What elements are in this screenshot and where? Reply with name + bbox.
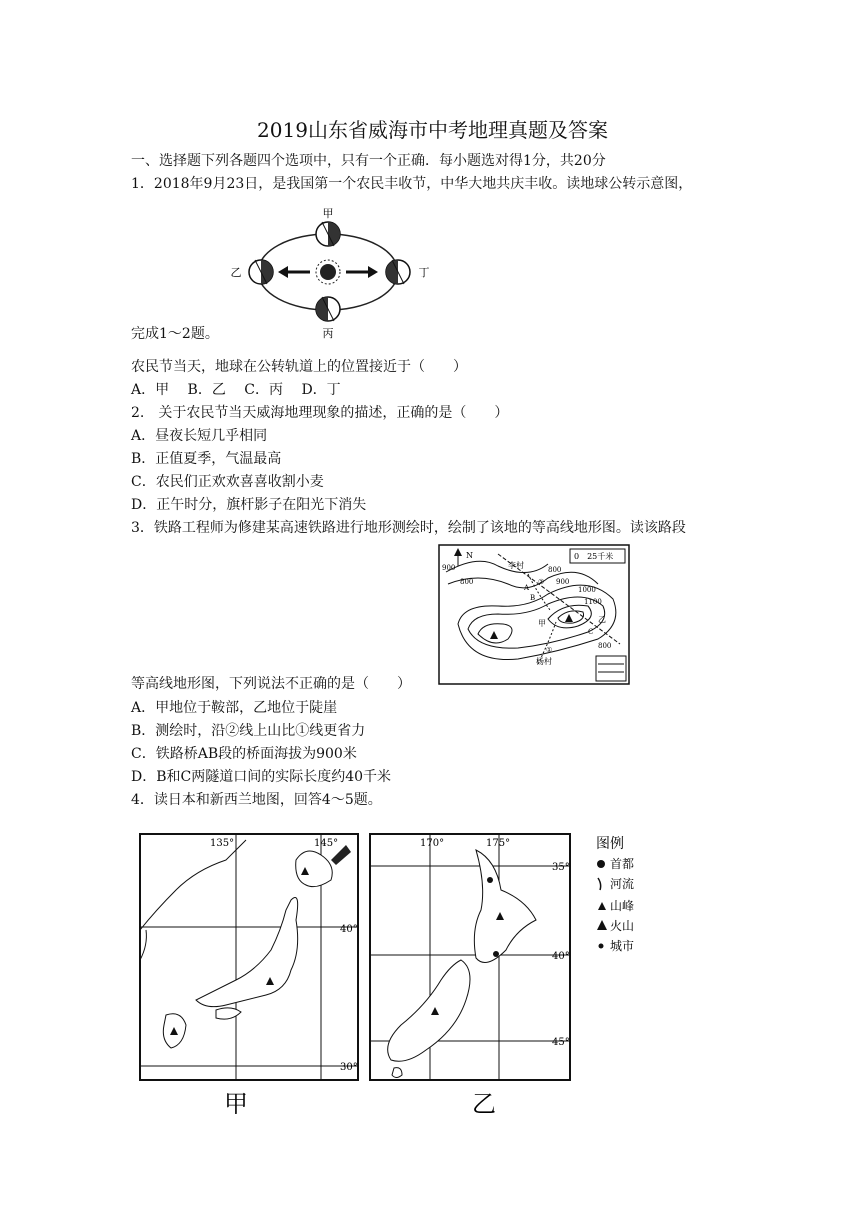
earth-left bbox=[249, 260, 273, 284]
contour-label: 800 bbox=[598, 642, 612, 650]
city-icon bbox=[487, 877, 493, 883]
north-label: N bbox=[466, 551, 473, 560]
japan-map bbox=[136, 830, 362, 1114]
q3-tail: 等高线地形图，下列说法不正确的是（ ） bbox=[131, 676, 411, 692]
route-2-label: ② bbox=[538, 578, 545, 586]
lon-170: 170° bbox=[420, 838, 445, 849]
label-jia: 甲 bbox=[322, 207, 334, 220]
q2-option-b: B．正值夏季，气温最高 bbox=[131, 451, 282, 467]
lat-35: 35° bbox=[552, 862, 570, 873]
label-ding: 丁 bbox=[418, 266, 430, 279]
volcano-icon bbox=[597, 920, 607, 930]
q2-option-d: D．正午时分，旗杆影子在阳光下消失 bbox=[131, 497, 367, 513]
q3-option-c: C．铁路桥AB段的桥面海拔为900米 bbox=[131, 746, 357, 762]
q1-tail: 完成1～2题。 bbox=[131, 326, 219, 342]
earth-bottom bbox=[316, 297, 340, 321]
contour-label: 800 bbox=[460, 578, 474, 586]
legend-peak: 山峰 bbox=[610, 899, 635, 913]
lat-45: 45° bbox=[552, 1037, 570, 1048]
point-c: C bbox=[588, 628, 594, 636]
contour-label: 900 bbox=[442, 564, 456, 572]
sun-icon bbox=[316, 260, 340, 284]
map-caption-yi: 乙 bbox=[472, 1090, 496, 1114]
legend-capital: 首都 bbox=[610, 857, 635, 871]
earth-right bbox=[386, 260, 410, 284]
point-a: A bbox=[524, 584, 530, 592]
route-1-label: ① bbox=[546, 646, 553, 654]
lon-175: 175° bbox=[486, 838, 511, 849]
river-icon bbox=[598, 878, 601, 890]
point-b: B bbox=[530, 594, 536, 602]
q2-stem: 2. 关于农民节当天威海地理现象的描述，正确的是（ ） bbox=[131, 405, 509, 421]
q2-option-a: A．昼夜长短几乎相同 bbox=[131, 428, 268, 444]
page-title: 2019山东省威海市中考地理真题及答案 bbox=[257, 118, 608, 142]
contour-label: 800 bbox=[548, 566, 562, 574]
contour-label: 1100 bbox=[584, 598, 602, 606]
map-legend bbox=[596, 834, 676, 954]
new-zealand-map bbox=[366, 830, 592, 1114]
map-caption-jia: 甲 bbox=[224, 1090, 248, 1114]
q4-stem: 4．读日本和新西兰地图，回答4～5题。 bbox=[131, 792, 382, 808]
label-jia: 甲 bbox=[538, 619, 546, 628]
capital-icon bbox=[493, 951, 499, 957]
legend-river: 河流 bbox=[610, 877, 635, 891]
q1-stem: 1．2018年9月23日，是我国第一个农民丰收节，中华大地共庆丰收。读地球公转示意图， bbox=[131, 176, 693, 192]
label-bing: 丙 bbox=[322, 327, 334, 340]
peak-icon bbox=[598, 902, 606, 910]
label-yi: 乙 bbox=[230, 266, 242, 279]
legend-title: 图例 bbox=[596, 836, 624, 852]
contour-label: 1000 bbox=[578, 586, 596, 594]
q1-question: 农民节当天，地球在公转轨道上的位置接近于（ ） bbox=[131, 359, 467, 375]
q3-option-d: D．B和C两隧道口间的实际长度约40千米 bbox=[131, 769, 392, 785]
lon-135: 135° bbox=[210, 838, 235, 849]
q1-options: A．甲 B．乙 C．丙 D．丁 bbox=[131, 382, 341, 398]
village-yang: 杨村 bbox=[536, 657, 552, 666]
contour-label: 900 bbox=[556, 578, 570, 586]
earth-top bbox=[316, 222, 340, 246]
lat-30: 30° bbox=[340, 1062, 358, 1073]
stewart-island bbox=[392, 1068, 402, 1078]
q3-stem: 3．铁路工程师为修建某高速铁路进行地形测绘时，绘制了该地的等高线地形图。读该路段 bbox=[131, 520, 686, 536]
legend-city: 城市 bbox=[610, 939, 635, 953]
legend-volcano: 火山 bbox=[610, 919, 635, 933]
village-li: 李村 bbox=[508, 561, 524, 570]
earth-orbit-diagram bbox=[228, 205, 443, 340]
capital-icon bbox=[597, 860, 605, 868]
lat-40: 40° bbox=[552, 951, 570, 962]
contour-map bbox=[438, 544, 630, 685]
q2-option-c: C．农民们正欢欢喜喜收割小麦 bbox=[131, 474, 324, 490]
q3-option-b: B．测绘时，沿②线上山比①线更省力 bbox=[131, 723, 366, 739]
lat-40: 40° bbox=[340, 924, 358, 935]
lon-145: 145° bbox=[314, 838, 339, 849]
scale-label: 0 25千米 bbox=[574, 552, 614, 561]
label-yi: 乙 bbox=[598, 615, 606, 624]
q3-option-a: A．甲地位于鞍部，乙地位于陡崖 bbox=[131, 700, 338, 716]
section-heading: 一、选择题下列各题四个选项中，只有一个正确．每小题选对得1分，共20分 bbox=[131, 153, 606, 169]
city-icon bbox=[599, 944, 604, 949]
